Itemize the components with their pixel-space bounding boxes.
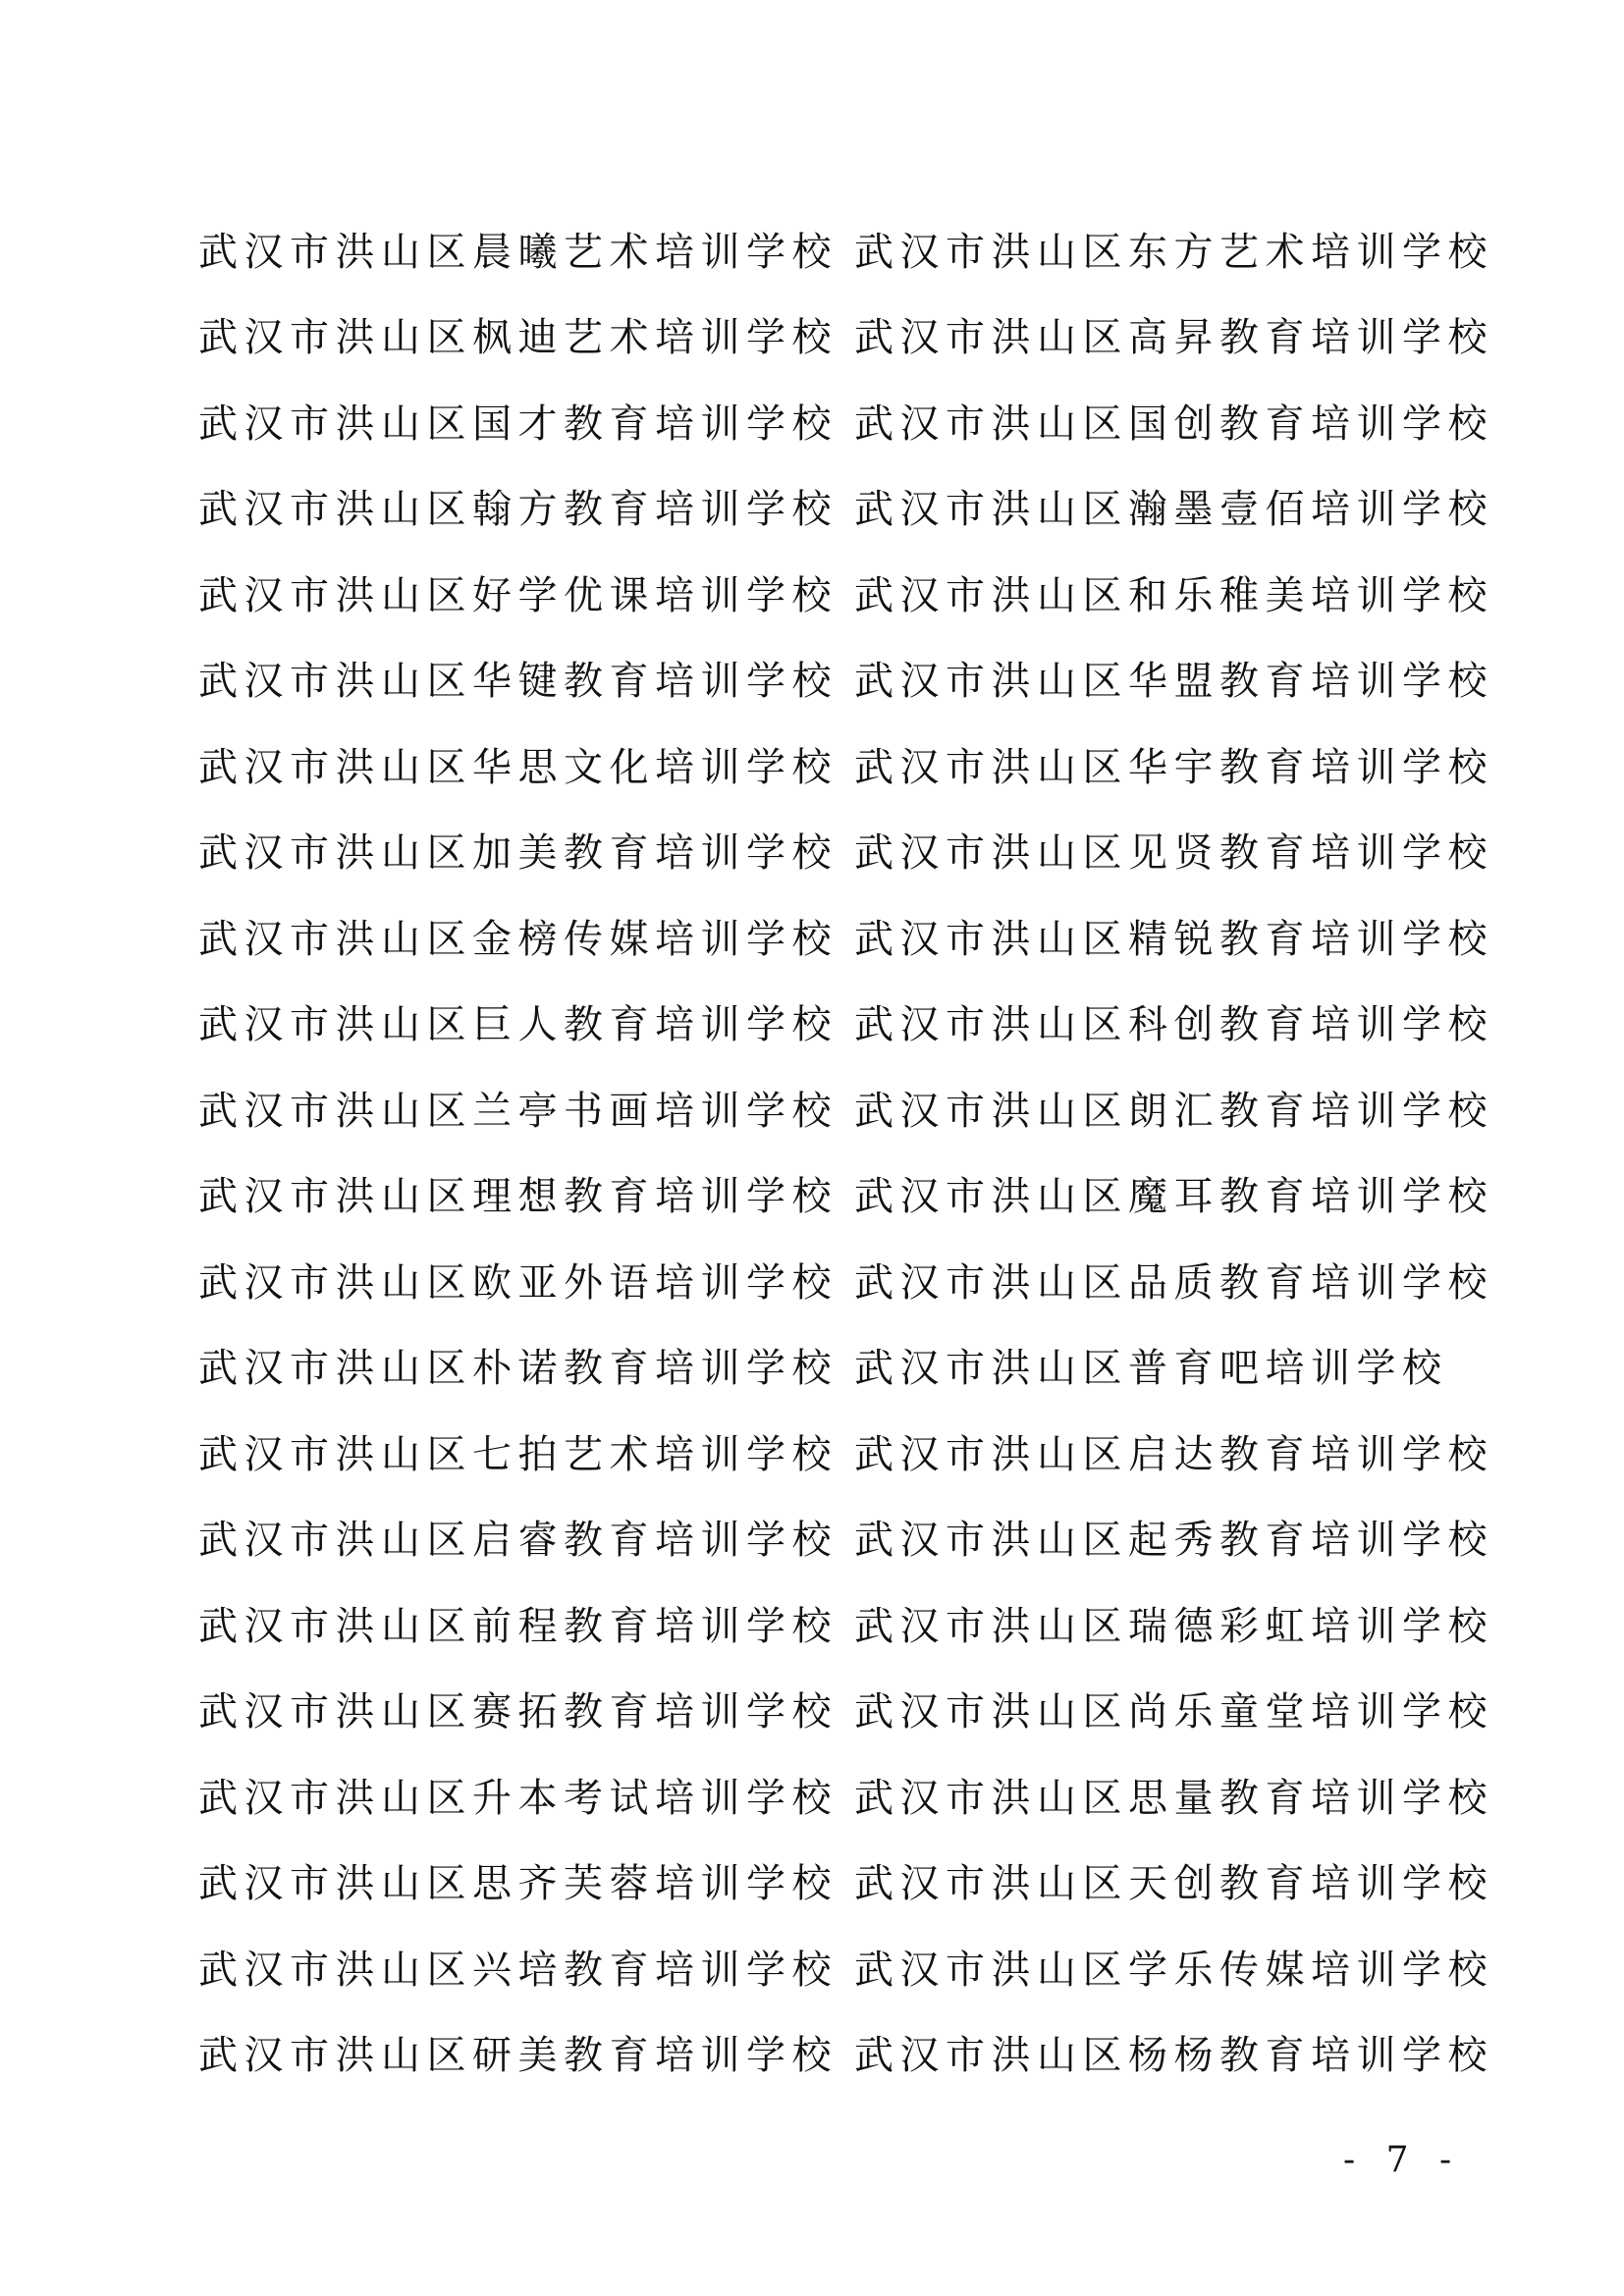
school-name-left: 武汉市洪山区华思文化培训学校 <box>198 744 838 790</box>
list-row <box>198 724 1493 811</box>
school-name-left: 武汉市洪山区研美教育培训学校 <box>198 2033 838 2079</box>
school-name-right: 武汉市洪山区华宇教育培训学校 <box>854 744 1493 790</box>
school-name-right: 武汉市洪山区起秀教育培训学校 <box>854 1518 1493 1564</box>
list-row <box>198 896 1493 983</box>
school-name-left: 武汉市洪山区国才教育培训学校 <box>198 400 838 447</box>
school-name-left: 武汉市洪山区好学优课培训学校 <box>198 572 838 618</box>
school-name-right: 武汉市洪山区品质教育培训学校 <box>854 1259 1493 1306</box>
school-name-left: 武汉市洪山区七拍艺术培训学校 <box>198 1431 838 1477</box>
school-name-left: 武汉市洪山区思齐芙蓉培训学校 <box>198 1861 838 1907</box>
school-name-left: 武汉市洪山区兰亭书画培训学校 <box>198 1088 838 1134</box>
list-row <box>198 1927 1493 2013</box>
school-name-left: 武汉市洪山区加美教育培训学校 <box>198 830 838 877</box>
school-name-right: 武汉市洪山区和乐稚美培训学校 <box>854 572 1493 618</box>
school-name-left: 武汉市洪山区升本考试培训学校 <box>198 1775 838 1821</box>
list-row <box>198 1670 1493 1756</box>
list-row <box>198 1755 1493 1842</box>
list-row <box>198 1412 1493 1498</box>
school-name-left: 武汉市洪山区金榜传媒培训学校 <box>198 916 838 962</box>
school-name-right: 武汉市洪山区东方艺术培训学校 <box>854 229 1493 275</box>
school-name-left: 武汉市洪山区巨人教育培训学校 <box>198 1002 838 1048</box>
list-row <box>198 381 1493 467</box>
school-name-left: 武汉市洪山区枫迪艺术培训学校 <box>198 315 838 361</box>
list-row <box>198 1240 1493 1326</box>
list-row <box>198 553 1493 639</box>
school-name-left: 武汉市洪山区赛拓教育培训学校 <box>198 1689 838 1735</box>
school-name-right: 武汉市洪山区杨杨教育培训学校 <box>854 2033 1493 2079</box>
school-name-left: 武汉市洪山区前程教育培训学校 <box>198 1603 838 1649</box>
school-name-right: 武汉市洪山区朗汇教育培训学校 <box>854 1088 1493 1134</box>
school-name-right: 武汉市洪山区瑞德彩虹培训学校 <box>854 1603 1493 1649</box>
list-row <box>198 295 1493 382</box>
school-name-left: 武汉市洪山区理想教育培训学校 <box>198 1174 838 1220</box>
school-name-right: 武汉市洪山区启达教育培训学校 <box>854 1431 1493 1477</box>
list-row <box>198 1154 1493 1241</box>
school-name-right: 武汉市洪山区国创教育培训学校 <box>854 400 1493 447</box>
school-name-right: 武汉市洪山区思量教育培训学校 <box>854 1775 1493 1821</box>
school-name-left: 武汉市洪山区欧亚外语培训学校 <box>198 1259 838 1306</box>
school-list <box>198 209 1493 2099</box>
school-name-left: 武汉市洪山区启睿教育培训学校 <box>198 1518 838 1564</box>
school-name-right: 武汉市洪山区学乐传媒培训学校 <box>854 1947 1493 1993</box>
list-row <box>198 1842 1493 1928</box>
school-name-right: 武汉市洪山区天创教育培训学校 <box>854 1861 1493 1907</box>
list-row <box>198 1326 1455 1413</box>
list-row <box>198 209 1493 295</box>
school-name-left: 武汉市洪山区华键教育培训学校 <box>198 659 838 705</box>
list-row <box>198 1583 1493 1670</box>
school-name-right: 武汉市洪山区魔耳教育培训学校 <box>854 1174 1493 1220</box>
school-name-left: 武汉市洪山区翰方教育培训学校 <box>198 487 838 533</box>
school-name-right: 武汉市洪山区华盟教育培训学校 <box>854 659 1493 705</box>
school-name-left: 武汉市洪山区晨曦艺术培训学校 <box>198 229 838 275</box>
list-row <box>198 1068 1493 1154</box>
school-name-left: 武汉市洪山区朴诺教育培训学校 <box>198 1346 838 1392</box>
school-name-right: 武汉市洪山区尚乐童堂培训学校 <box>854 1689 1493 1735</box>
school-name-right: 武汉市洪山区瀚墨壹佰培训学校 <box>854 487 1493 533</box>
school-name-right: 武汉市洪山区见贤教育培训学校 <box>854 830 1493 877</box>
list-row <box>198 811 1493 897</box>
school-name-right: 武汉市洪山区精锐教育培训学校 <box>854 916 1493 962</box>
list-row <box>198 2013 1493 2100</box>
list-row <box>198 467 1493 554</box>
list-row <box>198 983 1493 1069</box>
school-name-right: 武汉市洪山区高昇教育培训学校 <box>854 315 1493 361</box>
page-number: - 7 - <box>1343 2140 1462 2180</box>
school-name-left: 武汉市洪山区兴培教育培训学校 <box>198 1947 838 1993</box>
school-name-right: 武汉市洪山区科创教育培训学校 <box>854 1002 1493 1048</box>
list-row <box>198 639 1493 725</box>
list-row <box>198 1498 1493 1584</box>
school-name-right: 武汉市洪山区普育吧培训学校 <box>854 1346 1448 1392</box>
